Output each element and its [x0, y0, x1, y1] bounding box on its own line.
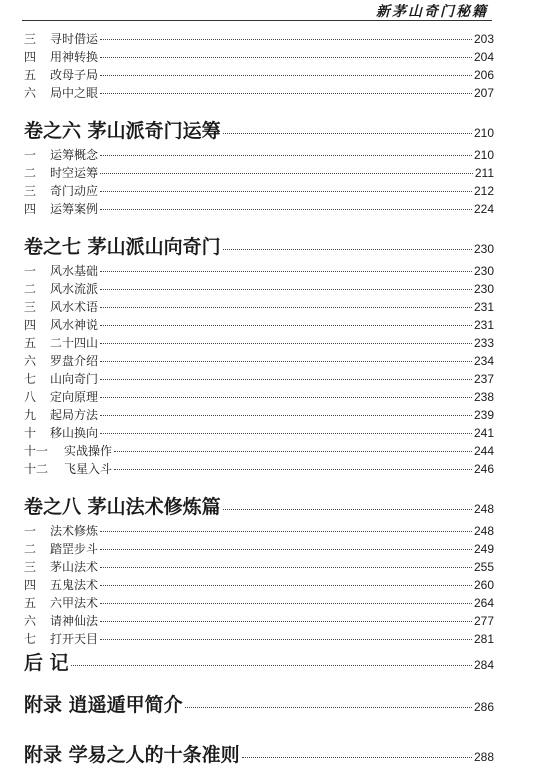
leader-dots — [100, 307, 472, 308]
entry-page: 244 — [473, 444, 494, 458]
leader-dots — [100, 93, 472, 94]
entry-title: 用神转换 — [50, 50, 99, 64]
entry-title: 运筹案例 — [50, 202, 99, 216]
entry-page: 206 — [473, 68, 494, 82]
appendix-heading[interactable] — [24, 690, 494, 720]
entry-title: 踏罡步斗 — [50, 542, 99, 556]
entry-title: 风水基础 — [50, 264, 99, 278]
chapter-title: 卷之八 茅山法术修炼篇 — [24, 496, 221, 518]
entry-number: 五 — [24, 68, 37, 82]
toc-section-3 — [24, 262, 494, 478]
entry-number: 五 — [24, 336, 37, 350]
leader-dots — [100, 397, 472, 398]
leader-dots — [100, 173, 473, 174]
entry-page: 237 — [473, 372, 494, 386]
toc-entry[interactable] — [24, 612, 494, 630]
toc-entry[interactable] — [24, 406, 494, 424]
leader-dots — [223, 249, 472, 250]
entry-page: 238 — [473, 390, 494, 404]
appendix-heading[interactable] — [24, 740, 494, 770]
entry-page: 230 — [473, 264, 494, 278]
entry-number: 七 — [24, 632, 37, 646]
entry-number: 九 — [24, 408, 37, 422]
entry-number: 三 — [24, 184, 37, 198]
toc-section-1 — [24, 30, 494, 102]
entry-page: 231 — [473, 300, 494, 314]
toc-entry[interactable] — [24, 460, 494, 478]
afterword-heading[interactable] — [24, 648, 494, 678]
leader-dots — [223, 509, 472, 510]
leader-dots — [100, 155, 472, 156]
toc-entry[interactable] — [24, 630, 494, 648]
leader-dots — [114, 469, 472, 470]
entry-page: 203 — [473, 32, 494, 46]
toc-entry[interactable] — [24, 424, 494, 442]
entry-title: 茅山法术 — [50, 560, 99, 574]
leader-dots — [100, 57, 472, 58]
leader-dots — [242, 757, 472, 758]
toc-entry[interactable] — [24, 200, 494, 218]
toc-entry[interactable] — [24, 262, 494, 280]
entry-title: 奇门动应 — [50, 184, 99, 198]
entry-title: 定向原理 — [50, 390, 99, 404]
leader-dots — [100, 289, 472, 290]
entry-title: 六甲法术 — [50, 596, 99, 610]
appendix-title: 附录 学易之人的十条准则 — [24, 744, 240, 766]
toc-entry[interactable] — [24, 30, 494, 48]
entry-page: 207 — [473, 86, 494, 100]
toc-entry[interactable] — [24, 594, 494, 612]
leader-dots — [71, 665, 472, 666]
entry-page: 231 — [473, 318, 494, 332]
toc-entry[interactable] — [24, 442, 494, 460]
entry-title: 飞星入斗 — [64, 462, 113, 476]
entry-number: 三 — [24, 32, 37, 46]
entry-number: 六 — [24, 614, 37, 628]
chapter-page: 210 — [473, 126, 494, 140]
entry-page: 212 — [473, 184, 494, 198]
entry-number: 二 — [24, 282, 37, 296]
leader-dots — [100, 585, 472, 586]
leader-dots — [223, 133, 472, 134]
entry-number: 十 — [24, 426, 37, 440]
leader-dots — [100, 361, 472, 362]
header-title: 新茅山奇门秘籍 — [376, 4, 488, 20]
entry-title: 时空运筹 — [50, 166, 99, 180]
toc-entry[interactable] — [24, 316, 494, 334]
toc-entry[interactable] — [24, 164, 494, 182]
leader-dots — [100, 191, 472, 192]
entry-number: 三 — [24, 560, 37, 574]
entry-page: 230 — [473, 282, 494, 296]
entry-title: 二十四山 — [50, 336, 99, 350]
leader-dots — [100, 343, 472, 344]
entry-number: 五 — [24, 596, 37, 610]
table-of-contents — [24, 30, 494, 770]
chapter-heading[interactable] — [24, 116, 494, 146]
entry-number: 八 — [24, 390, 37, 404]
entry-page: 239 — [473, 408, 494, 422]
leader-dots — [100, 325, 472, 326]
entry-title: 实战操作 — [64, 444, 113, 458]
entry-page: 246 — [473, 462, 494, 476]
toc-entry[interactable] — [24, 84, 494, 102]
entry-page: 233 — [473, 336, 494, 350]
leader-dots — [100, 271, 472, 272]
chapter-page: 248 — [473, 502, 494, 516]
toc-entry[interactable] — [24, 370, 494, 388]
entry-page: 210 — [473, 148, 494, 162]
leader-dots — [100, 639, 472, 640]
entry-page: 234 — [473, 354, 494, 368]
appendix-page: 288 — [473, 750, 494, 764]
toc-entry[interactable] — [24, 280, 494, 298]
toc-entry[interactable] — [24, 298, 494, 316]
entry-title: 运筹概念 — [50, 148, 99, 162]
afterword-title: 后 记 — [24, 652, 69, 674]
entry-page: 281 — [473, 632, 494, 646]
toc-entry[interactable] — [24, 146, 494, 164]
chapter-page: 230 — [473, 242, 494, 256]
entry-title: 寻时借运 — [50, 32, 99, 46]
toc-entry[interactable] — [24, 576, 494, 594]
entry-number: 二 — [24, 542, 37, 556]
toc-entry[interactable] — [24, 334, 494, 352]
leader-dots — [100, 567, 472, 568]
entry-title: 风水流派 — [50, 282, 99, 296]
leader-dots — [100, 433, 472, 434]
chapter-heading[interactable] — [24, 492, 494, 522]
entry-title: 风水术语 — [50, 300, 99, 314]
entry-title: 移山换向 — [50, 426, 99, 440]
leader-dots — [100, 75, 472, 76]
entry-page: 277 — [473, 614, 494, 628]
entry-title: 风水神说 — [50, 318, 99, 332]
entry-page: 224 — [473, 202, 494, 216]
entry-page: 249 — [473, 542, 494, 556]
entry-title: 打开天目 — [50, 632, 99, 646]
leader-dots — [100, 415, 472, 416]
leader-dots — [100, 39, 472, 40]
chapter-title: 卷之七 茅山派山向奇门 — [24, 236, 221, 258]
entry-page: 211 — [474, 166, 494, 180]
entry-number: 一 — [24, 264, 37, 278]
afterword-page: 284 — [473, 658, 494, 672]
entry-page: 260 — [473, 578, 494, 592]
entry-title: 法术修炼 — [50, 524, 99, 538]
entry-page: 248 — [473, 524, 494, 538]
entry-number: 四 — [24, 50, 37, 64]
entry-number: 四 — [24, 578, 37, 592]
entry-title: 起局方法 — [50, 408, 99, 422]
entry-number: 四 — [24, 318, 37, 332]
entry-number: 三 — [24, 300, 37, 314]
entry-number: 一 — [24, 148, 37, 162]
toc-entry[interactable] — [24, 352, 494, 370]
entry-number: 二 — [24, 166, 37, 180]
toc-section-2 — [24, 146, 494, 218]
leader-dots — [100, 209, 472, 210]
toc-entry[interactable] — [24, 66, 494, 84]
entry-title: 罗盘介绍 — [50, 354, 99, 368]
toc-entry[interactable] — [24, 182, 494, 200]
toc-entry[interactable] — [24, 388, 494, 406]
entry-page: 204 — [473, 50, 494, 64]
entry-number: 十二 — [24, 462, 49, 476]
entry-number: 一 — [24, 524, 37, 538]
leader-dots — [114, 451, 472, 452]
toc-section-4 — [24, 522, 494, 648]
entry-number: 四 — [24, 202, 37, 216]
entry-page: 241 — [473, 426, 494, 440]
toc-entry[interactable] — [24, 558, 494, 576]
chapter-title: 卷之六 茅山派奇门运筹 — [24, 120, 221, 142]
entry-title: 五鬼法术 — [50, 578, 99, 592]
chapter-heading[interactable] — [24, 232, 494, 262]
entry-title: 改母子局 — [50, 68, 99, 82]
leader-dots — [100, 531, 472, 532]
entry-title: 局中之眼 — [50, 86, 99, 100]
entry-number: 十一 — [24, 444, 49, 458]
leader-dots — [100, 603, 472, 604]
leader-dots — [100, 379, 472, 380]
toc-entry[interactable] — [24, 48, 494, 66]
appendix-page: 286 — [473, 700, 494, 714]
entry-page: 264 — [473, 596, 494, 610]
entry-number: 七 — [24, 372, 37, 386]
entry-title: 请神仙法 — [50, 614, 99, 628]
entry-page: 255 — [473, 560, 494, 574]
entry-number: 六 — [24, 86, 37, 100]
toc-entry[interactable] — [24, 522, 494, 540]
leader-dots — [185, 707, 472, 708]
appendix-title: 附录 逍遥遁甲简介 — [24, 694, 183, 716]
leader-dots — [100, 621, 472, 622]
leader-dots — [100, 549, 472, 550]
running-header — [22, 0, 492, 21]
entry-number: 六 — [24, 354, 37, 368]
entry-title: 山向奇门 — [50, 372, 99, 386]
toc-entry[interactable] — [24, 540, 494, 558]
